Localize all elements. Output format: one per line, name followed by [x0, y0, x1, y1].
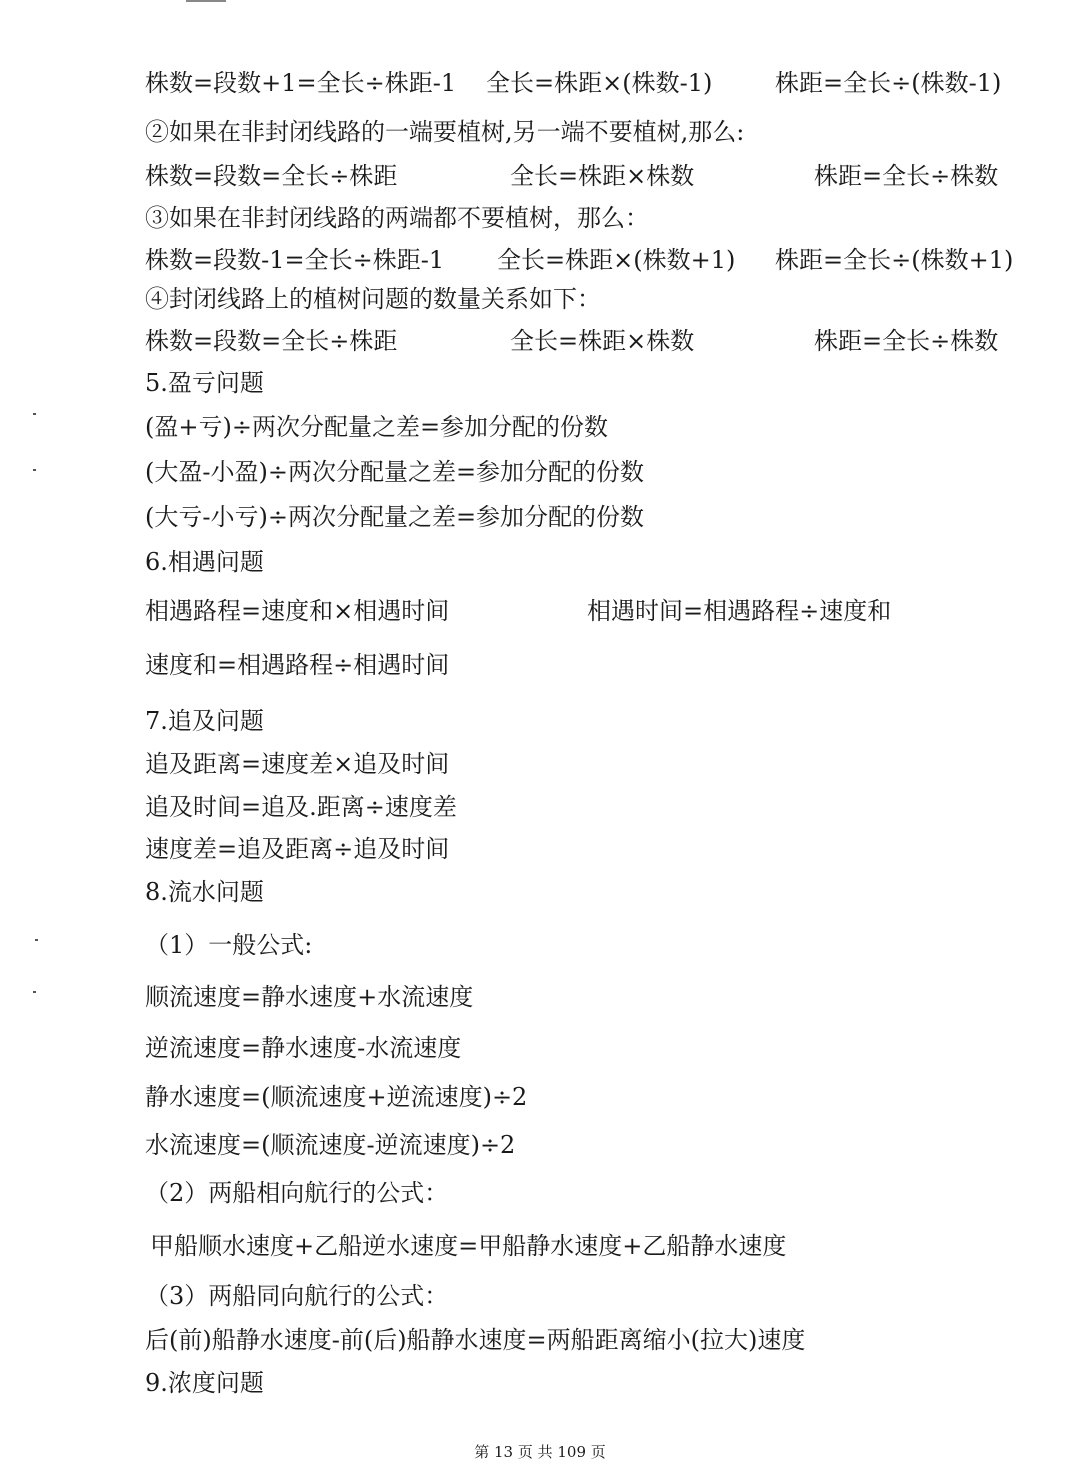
- section-5-heading: 5.盈亏问题: [145, 369, 264, 397]
- surplus-deficit-formula-1: (盈+亏)÷两次分配量之差=参加分配的份数: [145, 413, 609, 441]
- general-formulas-heading: （1）一般公式:: [145, 931, 313, 959]
- formula-plant-count-both-ends: 株数=段数+1=全长÷株距-1: [145, 69, 457, 97]
- margin-mark: [35, 939, 38, 941]
- current-speed-formula: 水流速度=(顺流速度-逆流速度)÷2: [145, 1131, 516, 1159]
- upstream-speed-formula: 逆流速度=静水速度-水流速度: [145, 1034, 462, 1062]
- surplus-deficit-formula-2: (大盈-小盈)÷两次分配量之差=参加分配的份数: [145, 458, 645, 486]
- section-9-heading: 9.浓度问题: [145, 1369, 264, 1397]
- still-water-speed-formula: 静水速度=(顺流速度+逆流速度)÷2: [145, 1083, 528, 1111]
- formula-plant-count-one-end: 株数=段数=全长÷株距: [145, 162, 398, 190]
- surplus-deficit-formula-3: (大亏-小亏)÷两次分配量之差=参加分配的份数: [145, 503, 645, 531]
- section-7-heading: 7.追及问题: [145, 707, 264, 735]
- section-6-heading: 6.相遇问题: [145, 548, 264, 576]
- section-8-heading: 8.流水问题: [145, 878, 264, 906]
- speed-sum-formula: 速度和=相遇路程÷相遇时间: [145, 651, 450, 679]
- margin-mark: [33, 991, 36, 993]
- formula-total-length-closed: 全长=株距×株数: [510, 327, 695, 355]
- case-2-heading: ②如果在非封闭线路的一端要植树,另一端不要植树,那么:: [145, 118, 745, 146]
- scan-artifact-line: [186, 0, 226, 2]
- case-4-heading: ④封闭线路上的植树问题的数量关系如下：: [145, 285, 601, 313]
- margin-mark: [33, 413, 36, 415]
- formula-spacing-closed: 株距=全长÷株数: [814, 327, 999, 355]
- formula-total-length-one-end: 全长=株距×株数: [510, 162, 695, 190]
- formula-plant-count-no-ends: 株数=段数-1=全长÷株距-1: [145, 246, 445, 274]
- meeting-distance-formula: 相遇路程=速度和×相遇时间: [145, 597, 450, 625]
- page-number-footer: 第 13 页 共 109 页: [474, 1443, 606, 1461]
- downstream-speed-formula: 顺流速度=静水速度+水流速度: [145, 983, 474, 1011]
- chase-time-formula: 追及时间=追及.距离÷速度差: [145, 793, 457, 821]
- margin-mark: [33, 469, 36, 471]
- formula-spacing-one-end: 株距=全长÷株数: [814, 162, 999, 190]
- opposite-boats-heading: （2）两船相向航行的公式：: [145, 1179, 449, 1207]
- same-direction-boats-formula: 后(前)船静水速度-前(后)船静水速度=两船距离缩小(拉大)速度: [145, 1326, 806, 1354]
- formula-spacing-no-ends: 株距=全长÷(株数+1): [775, 246, 1014, 274]
- chase-distance-formula: 追及距离=速度差×追及时间: [145, 750, 450, 778]
- formula-total-length-both-ends: 全长=株距×(株数-1): [486, 69, 713, 97]
- speed-difference-formula: 速度差=追及距离÷追及时间: [145, 835, 450, 863]
- opposite-boats-formula: 甲船顺水速度+乙船逆水速度=甲船静水速度+乙船静水速度: [150, 1232, 787, 1260]
- formula-plant-count-closed: 株数=段数=全长÷株距: [145, 327, 398, 355]
- formula-spacing-both-ends: 株距=全长÷(株数-1): [775, 69, 1002, 97]
- case-3-heading: ③如果在非封闭线路的两端都不要植树，那么：: [145, 204, 649, 232]
- meeting-time-formula: 相遇时间=相遇路程÷速度和: [587, 597, 892, 625]
- formula-total-length-no-ends: 全长=株距×(株数+1): [497, 246, 736, 274]
- same-direction-boats-heading: （3）两船同向航行的公式：: [145, 1282, 449, 1310]
